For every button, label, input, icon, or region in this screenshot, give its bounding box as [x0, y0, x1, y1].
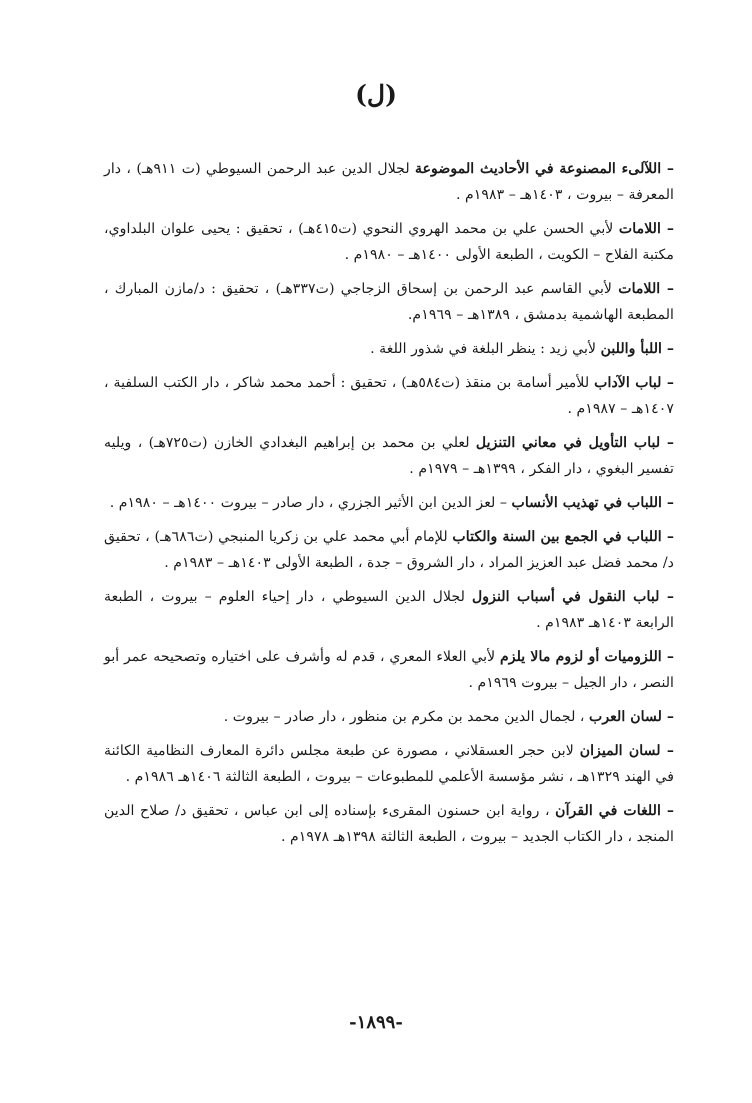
entry-text: للأمير أسامة بن منقذ (ت٥٨٤هـ) ، تحقيق : أحمد محمد شاكر ، دار الكتب السلفية ، ١٤٠٧هـ – ١٩٨٧م . [104, 375, 674, 417]
entry-title: – اللامات [618, 221, 674, 237]
bibliography-entry [104, 584, 674, 636]
entry-text: لابن حجر العسقلاني ، مصورة عن طبعة مجلس دائرة المعارف النظامية الكائنة في الهند ١٣٢٩هـ ، نشر مؤسسة الأعلمي للمطبوعات – بيروت ، الطبعة الثالثة ١٤٠٦هـ ١٩٨٦م . [104, 743, 674, 785]
entry-title: – لسان الميزان [579, 743, 674, 759]
bibliography-entry [104, 798, 674, 850]
entry-title: – اللباب في تهذيب الأنساب [511, 495, 674, 511]
entry-title: – اللباب في الجمع بين السنة والكتاب [452, 529, 674, 545]
bibliography-entry [104, 336, 674, 362]
entry-text: للإمام أبي محمد علي بن زكريا المنبجي (ت٦٨٦هـ) ، تحقيق د/ محمد فضل عبد العزيز المراد ، دار الشروق – جدة ، الطبعة الأولى ١٤٠٣هـ – ١٩٨٣م . [104, 529, 674, 571]
entry-text: لأبي العلاء المعري ، قدم له وأشرف على اختياره وتصحيحه عمر أبو النصر ، دار الجيل – بيروت ١٩٦٩م . [104, 649, 674, 691]
section-letter-heading: (ل) [355, 80, 397, 109]
entry-text: ، رواية ابن حسنون المقرىء بإسناده إلى ابن عباس ، تحقيق د/ صلاح الدين المنجد ، دار الكتاب الجديد – بيروت ، الطبعة الثالثة ١٣٩٨هـ ١٩٧٨م . [104, 803, 674, 845]
entry-title: – اللآلىء المصنوعة في الأحاديث الموضوعة [414, 161, 674, 177]
entry-title: – اللغات في القرآن [555, 803, 674, 819]
bibliography-entry [104, 430, 674, 482]
bibliography-entry [104, 216, 674, 268]
entry-text: لجلال الدين عبد الرحمن السيوطي (ت ٩١١هـ) ، دار المعرفة – بيروت ، ١٤٠٣هـ – ١٩٨٣م . [104, 161, 674, 203]
entry-text: لجلال الدين السيوطي ، دار إحياء العلوم – بيروت ، الطبعة الرابعة ١٤٠٣هـ ١٩٨٣م . [104, 589, 674, 631]
entry-title: – لباب التأويل في معاني التنزيل [475, 435, 674, 451]
entry-text: لأبي زيد : ينظر البلغة في شذور اللغة . [370, 341, 601, 357]
page-number: -١٨٩٩- [349, 1012, 403, 1033]
bibliography-entry [104, 490, 674, 516]
entry-title: – اللزوميات أو لزوم مالا يلزم [499, 649, 674, 665]
entry-text: لعلي بن محمد بن إبراهيم البغدادي الخازن (ت٧٢٥هـ) ، ويليه تفسير البغوي ، دار الفكر ، ١٣٩٩هـ – ١٩٧٩م . [104, 435, 674, 477]
entry-title: – لباب النقول في أسباب النزول [471, 589, 674, 605]
bibliography-entry [104, 156, 674, 208]
entry-title: – لباب الآداب [594, 375, 674, 391]
bibliography-entry [104, 370, 674, 422]
entry-title: – اللامات [618, 281, 674, 297]
entry-text: لأبي الحسن علي بن محمد الهروي النحوي (ت٤١٥هـ) ، تحقيق : يحيى علوان البلداوي، مكتبة الفلاح – الكويت ، الطبعة الأولى ١٤٠٠هـ – ١٩٨٠م . [104, 221, 674, 263]
entry-title: – لسان العرب [589, 709, 674, 725]
entry-text: ، لجمال الدين محمد بن مكرم بن منظور ، دار صادر – بيروت . [223, 709, 589, 725]
bibliography-entry [104, 524, 674, 576]
bibliography-entry [104, 738, 674, 790]
entry-text: – لعز الدين ابن الأثير الجزري ، دار صادر – بيروت ١٤٠٠هـ – ١٩٨٠م . [109, 495, 512, 511]
entry-title: – اللبأ واللبن [600, 341, 674, 357]
bibliography-entry [104, 276, 674, 328]
entry-text: لأبي القاسم عبد الرحمن بن إسحاق الزجاجي (ت٣٣٧هـ) ، تحقيق : د/مازن المبارك ، المطبعة الهاشمية بدمشق ، ١٣٨٩هـ – ١٩٦٩م. [104, 281, 674, 323]
bibliography-entry [104, 704, 674, 730]
bibliography-entry [104, 644, 674, 696]
bibliography-list [104, 156, 674, 858]
